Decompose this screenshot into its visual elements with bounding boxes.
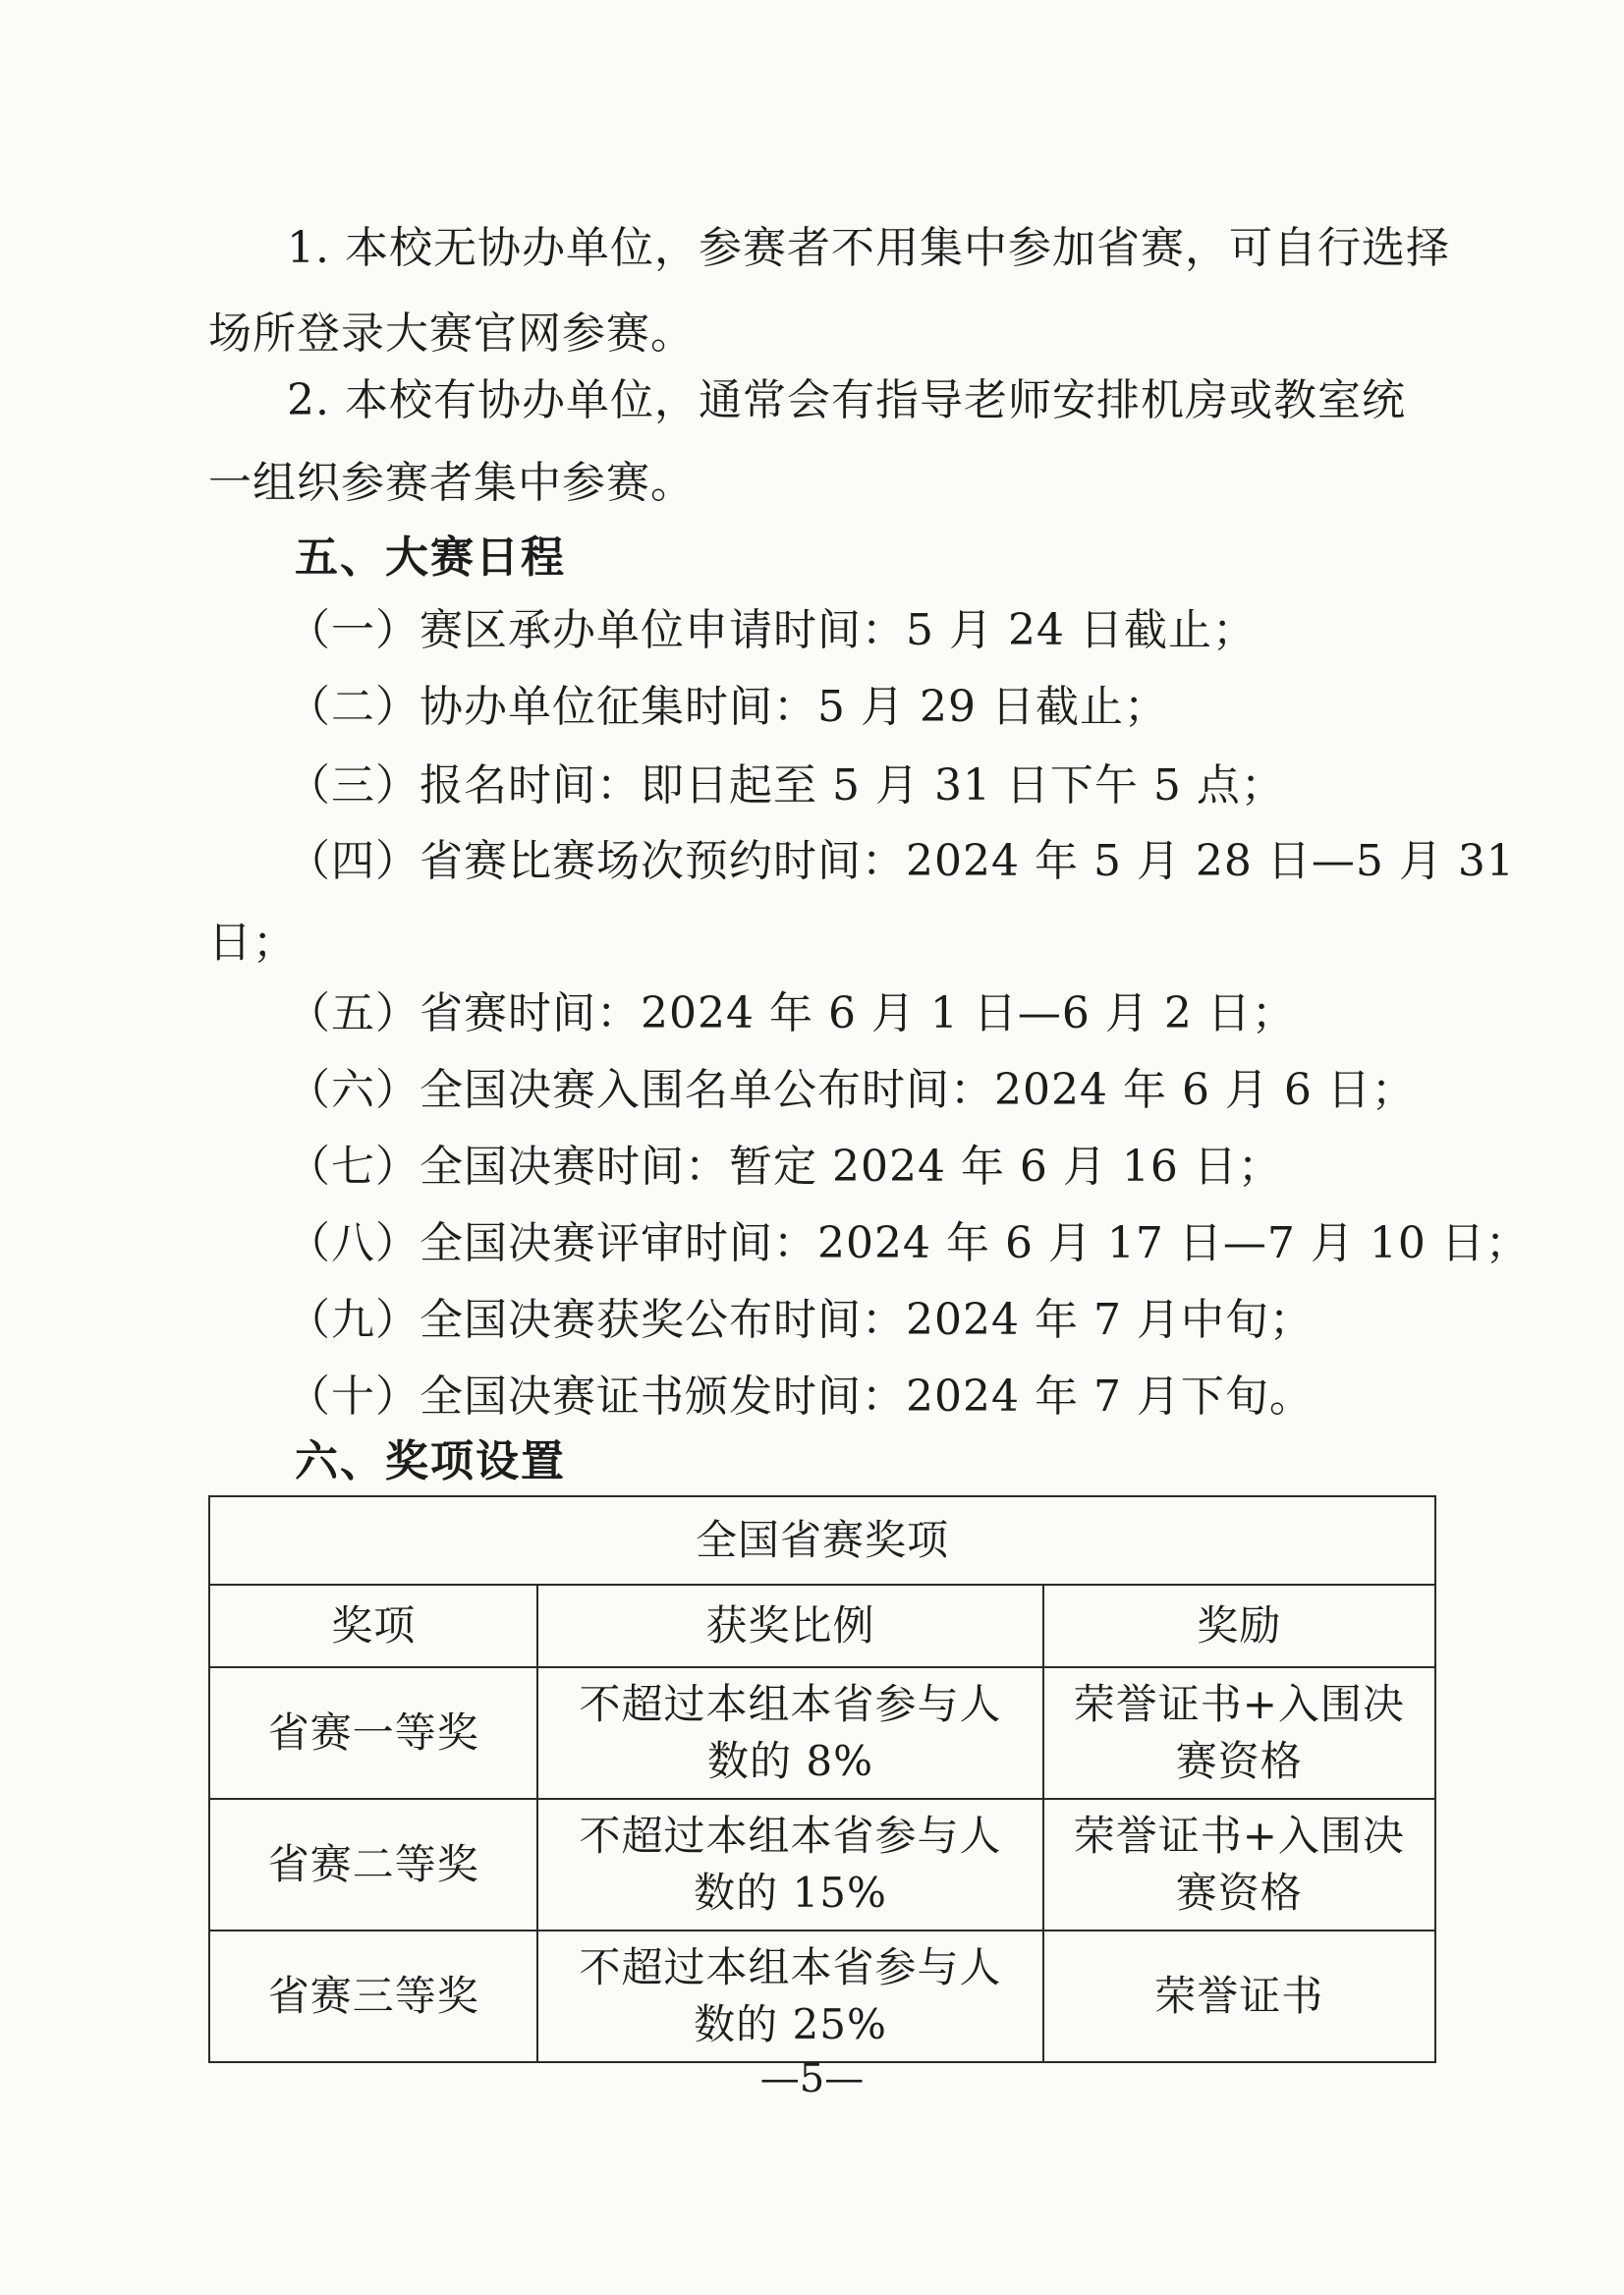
- schedule-item-9: （九）全国决赛获奖公布时间：2024 年 7 月中旬；: [287, 1295, 1314, 1345]
- cell-reward: 荣誉证书+入围决赛资格: [1043, 1667, 1435, 1799]
- schedule-item-1: （一）赛区承办单位申请时间：5 月 24 日截止；: [287, 605, 1257, 655]
- schedule-item-3: （三）报名时间：即日起至 5 月 31 日下午 5 点；: [287, 760, 1285, 811]
- header-ratio: 获奖比例: [537, 1585, 1042, 1667]
- cell-award: 省赛一等奖: [209, 1667, 537, 1799]
- paragraph-1-line-2: 场所登录大赛官网参赛。: [208, 308, 695, 359]
- cell-award: 省赛二等奖: [209, 1799, 537, 1931]
- header-award: 奖项: [209, 1585, 537, 1667]
- cell-ratio: 不超过本组本省参与人数的 25%: [537, 1931, 1042, 2062]
- section-5-heading: 五、大赛日程: [295, 532, 566, 583]
- schedule-item-4-cont: 日；: [208, 918, 297, 968]
- awards-table: [208, 1495, 1436, 2063]
- table-title-row: [209, 1496, 1435, 1585]
- table-header-row: [209, 1585, 1435, 1667]
- schedule-item-4: （四）省赛比赛场次预约时间：2024 年 5 月 28 日—5 月 31: [287, 836, 1515, 886]
- schedule-item-5: （五）省赛时间：2024 年 6 月 1 日—6 月 2 日；: [287, 988, 1296, 1038]
- paragraph-1-line-1: 1. 本校无协办单位，参赛者不用集中参加省赛，可自行选择: [287, 223, 1450, 273]
- page-number: —5—: [759, 2056, 865, 2101]
- schedule-item-8: （八）全国决赛评审时间：2024 年 6 月 17 日—7 月 10 日；: [287, 1218, 1530, 1268]
- paragraph-2-line-1: 2. 本校有协办单位，通常会有指导老师安排机房或教室统: [287, 375, 1406, 425]
- table-row: [209, 1799, 1435, 1931]
- cell-ratio: 不超过本组本省参与人数的 15%: [537, 1799, 1042, 1931]
- cell-ratio: 不超过本组本省参与人数的 8%: [537, 1667, 1042, 1799]
- cell-reward: 荣誉证书: [1043, 1931, 1435, 2062]
- section-6-heading: 六、奖项设置: [295, 1436, 566, 1486]
- header-reward: 奖励: [1043, 1585, 1435, 1667]
- schedule-item-6: （六）全国决赛入围名单公布时间：2024 年 6 月 6 日；: [287, 1065, 1416, 1115]
- schedule-item-2: （二）协办单位征集时间：5 月 29 日截止；: [287, 682, 1168, 732]
- table-row: [209, 1931, 1435, 2062]
- cell-award: 省赛三等奖: [209, 1931, 537, 2062]
- schedule-item-7: （七）全国决赛时间：暂定 2024 年 6 月 16 日；: [287, 1142, 1282, 1192]
- cell-reward: 荣誉证书+入围决赛资格: [1043, 1799, 1435, 1931]
- table-row: [209, 1667, 1435, 1799]
- paragraph-2-line-2: 一组织参赛者集中参赛。: [208, 458, 695, 508]
- table-title: 全国省赛奖项: [209, 1496, 1435, 1585]
- schedule-item-10: （十）全国决赛证书颁发时间：2024 年 7 月下旬。: [287, 1371, 1314, 1422]
